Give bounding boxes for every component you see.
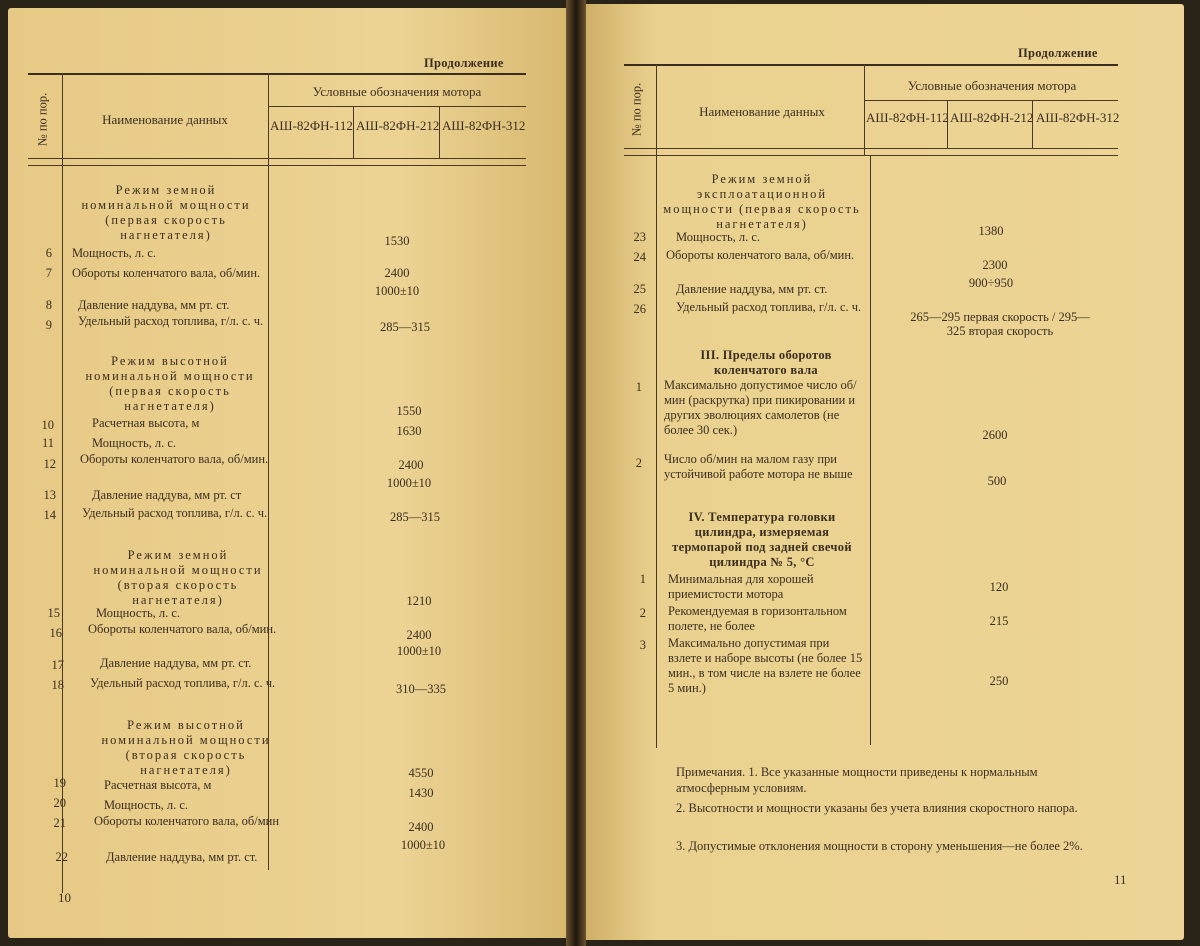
header-double-rule-right [624,155,1118,156]
header-name-right: Наименование данных [699,104,825,119]
row-value: 500 [987,474,1007,488]
section-title: Режим высотной номинальной мощности (вторая скорость нагнетателя) [101,718,271,777]
row-value: 285—315 [380,320,430,334]
row-label: Обороты коленчатого вала, об/мин [94,814,280,828]
row-number: 2 [639,606,646,620]
row-label: Обороты коленчатого вала, об/мин. [88,622,277,636]
row-value: 120 [989,580,1009,594]
header-number-right: № по пор. [629,82,644,137]
row-number: 21 [53,816,66,830]
row-label: Давление наддува, мм рт. ст. [100,656,252,670]
row-number: 18 [51,678,64,692]
header-group-right: Условные обозначения мотора [907,78,1077,93]
row-label: Давление наддува, мм рт. ст [92,488,242,502]
row-label: Обороты коленчатого вала, об/мин. [80,452,269,466]
row-value: 1430 [408,786,434,800]
header-group-left: Условные обозначения мотора [312,84,482,99]
row-label: Удельный расход топлива, г/л. с. ч. [676,300,862,314]
row-label: Расчетная высота, м [104,778,212,792]
table-top-rule-left [28,73,526,75]
row-number: 16 [49,626,62,640]
row-label: Обороты коленчатого вала, об/мин. [666,248,855,262]
row-label: Мощность, л. с. [104,798,189,812]
row-value: 2400 [408,820,434,834]
row-label: Обороты коленчатого вала, об/мин. [72,266,261,280]
header-bottom-rule-left [28,158,526,159]
row-value: 1210 [406,594,432,608]
row-number: 15 [47,606,60,620]
row-value: 1000±10 [396,644,442,658]
header-number-left: № по пор. [35,92,50,147]
subheader-rule-left [268,106,526,107]
row-value: 1000±10 [400,838,446,852]
row-number: 17 [51,658,64,672]
row-label: Давление наддува, мм рт. ст. [78,298,230,312]
section-title: III. Пределы оборотов коленчатого вала [700,348,832,377]
note-3: 3. Допустимые отклонения мощности в сторону уменьшения—не более 2%. [676,839,1083,853]
row-value: 1630 [396,424,422,438]
row-value: 285—315 [390,510,440,524]
row-value: 250 [989,674,1009,688]
row-number: 6 [45,246,52,260]
row-label: Минимальная для хорошей приемистости мотора [668,572,814,601]
continuation-label-right: Продолжение [1018,46,1098,60]
col-divider-number-right [656,64,657,748]
row-value: 4550 [408,766,434,780]
row-number: 13 [43,488,56,502]
row-number: 11 [41,436,54,450]
row-value: 2600 [982,428,1008,442]
section-title: Режим земной номинальной мощности (вторая скорость нагнетателя) [93,548,263,607]
row-label: Расчетная высота, м [92,416,200,430]
header-engine-312-left: АШ-82ФН-312 [442,118,526,133]
header-bottom-rule-right [624,148,1118,149]
section-title: IV. Температура головки цилиндра, измеряемая термопарой под задней свечой цилиндра № 5, °С [672,510,852,569]
row-number: 22 [55,850,68,864]
row-number: 10 [41,418,54,432]
row-label: Удельный расход топлива, г/л. с. ч. [78,314,264,328]
row-label: Число об/мин на малом газу при устойчивой работе мотора не выше [664,452,853,481]
row-value: 1380 [978,224,1004,238]
header-engine-212-right: АШ-82ФН-212 [950,110,1034,125]
row-number: 14 [43,508,56,522]
row-number: 8 [45,298,52,312]
row-value: 1530 [384,234,410,248]
row-number: 2 [635,456,642,470]
row-number: 1 [635,380,642,394]
header-name-left: Наименование данных [102,112,228,127]
row-value: 1550 [396,404,422,418]
row-label: Максимально допустимая при взлете и наборе высоты (не более 15 мин., в том числе на взлете не более 5 мин.) [668,636,863,695]
row-number: 9 [45,318,52,332]
row-value: 265—295 первая скорость / 295—325 вторая скорость [910,310,1090,338]
row-label: Мощность, л. с. [92,436,177,450]
col-divider-e1-left [353,106,354,158]
row-label: Мощность, л. с. [96,606,181,620]
col-divider-name-right [864,64,865,156]
row-number: 19 [53,776,66,790]
header-engine-112-right: АШ-82ФН-112 [866,110,949,125]
row-label: Удельный расход топлива, г/л. с. ч. [90,676,276,690]
row-value: 2400 [398,458,424,472]
subheader-rule-right [864,100,1118,101]
row-value: 2300 [982,258,1008,272]
header-engine-212-left: АШ-82ФН-212 [356,118,440,133]
row-number: 1 [639,572,646,586]
row-label: Максимально допустимое число об/мин (раскрутка) при пикировании и других эволюциях самолетов (не более 30 сек.) [664,378,857,437]
col-divider-name-left [268,73,269,165]
row-value: 2400 [384,266,410,280]
row-number: 25 [633,282,646,296]
note-2: 2. Высотности и мощности указаны без учета влияния скоростного напора. [676,801,1078,815]
col-divider-number-left [62,73,63,893]
row-label: Рекомендуемая в горизонтальном полете, не более [668,604,847,633]
row-label: Удельный расход топлива, г/л. с. ч. [82,506,268,520]
row-label: Мощность, л. с. [676,230,761,244]
row-number: 12 [43,457,56,471]
row-label: Давление наддува, мм рт. ст. [676,282,828,296]
row-number: 26 [633,302,646,316]
row-number: 7 [45,266,52,280]
row-value: 2400 [406,628,432,642]
header-engine-312-right: АШ-82ФН-312 [1036,110,1120,125]
row-number: 3 [639,638,646,652]
row-value: 215 [989,614,1009,628]
header-engine-112-left: АШ-82ФН-112 [270,118,353,133]
page-number-right: 11 [1114,872,1127,887]
row-number: 20 [53,796,66,810]
table-top-rule-right [624,64,1118,66]
continuation-label-left: Продолжение [424,56,504,70]
section-title: Режим высотной номинальной мощности (первая скорость нагнетателя) [85,354,255,413]
row-label: Мощность, л. с. [72,246,157,260]
row-number: 24 [633,250,646,264]
row-value: 1000±10 [386,476,432,490]
note-1: Примечания. 1. Все указанные мощности приведены к нормальным атмосферным условиям. [676,765,1038,795]
row-label: Давление наддува, мм рт. ст. [106,850,258,864]
header-double-rule-left [28,165,526,166]
col-divider-e2-left [439,106,440,158]
col-divider-body-right [870,155,871,745]
row-value: 900÷950 [968,276,1014,290]
row-value: 1000±10 [374,284,420,298]
section-title: Режим земной эксплоатационной мощности (первая скорость нагнетателя) [663,172,861,231]
row-value: 310—335 [396,682,446,696]
section-title: Режим земной номинальной мощности (первая скорость нагнетателя) [81,183,251,242]
page-number-left: 10 [58,890,71,905]
row-number: 23 [633,230,646,244]
book-gutter [566,0,586,946]
